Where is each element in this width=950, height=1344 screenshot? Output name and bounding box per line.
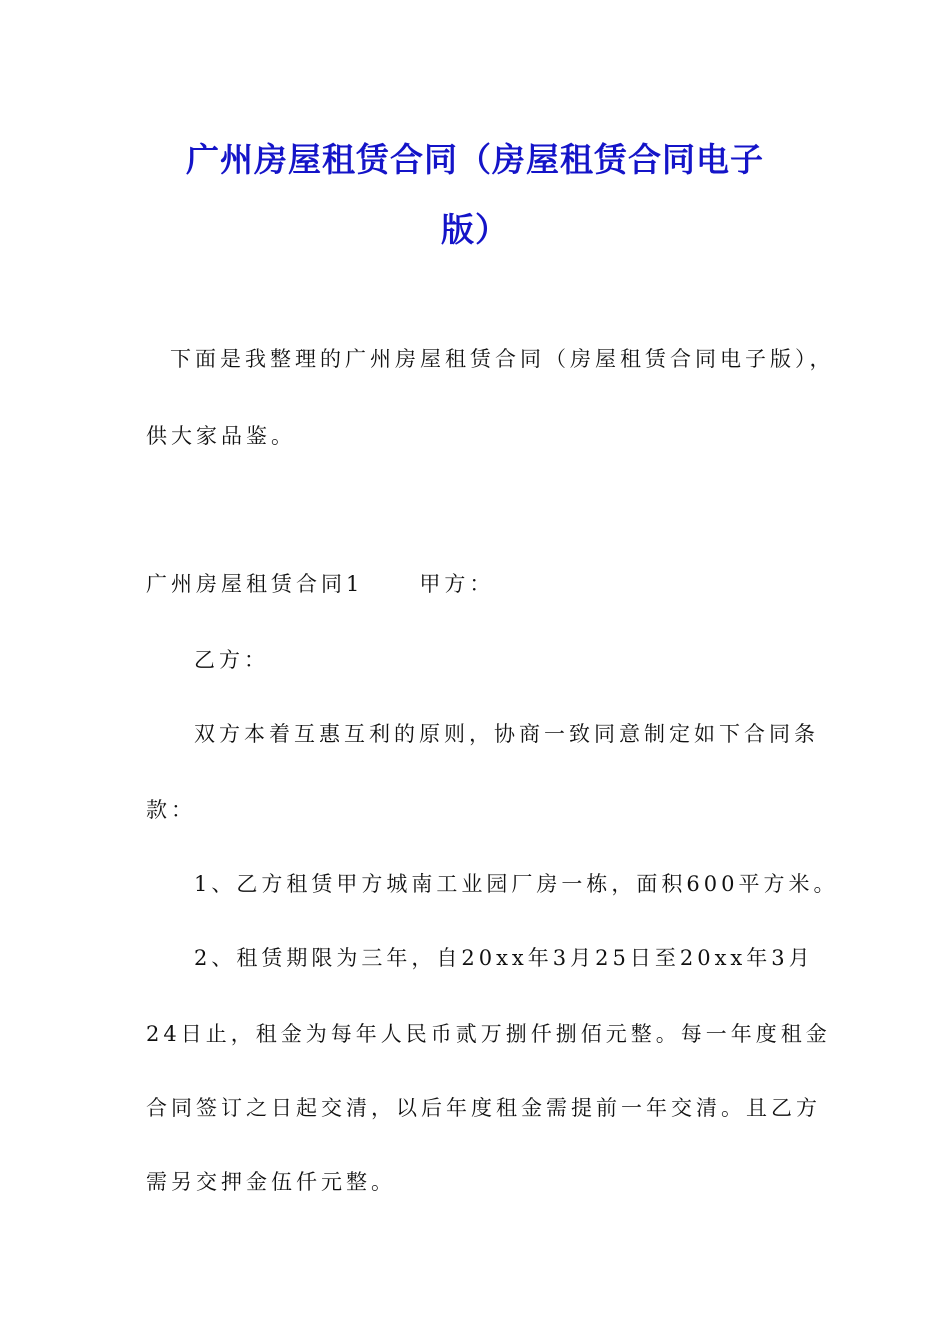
clause-2-line-3: 合同签订之日起交清，以后年度租金需提前一年交清。且乙方 bbox=[146, 1096, 821, 1120]
clause-2-line-2: 24日止，租金为每年人民币贰万捌仟捌佰元整。每一年度租金 bbox=[146, 1022, 831, 1046]
intro-line-1: 下面是我整理的广州房屋租赁合同（房屋租赁合同电子版）， bbox=[170, 347, 835, 371]
paragraph-1-line-2: 款： bbox=[146, 798, 196, 822]
document-title-line-2: 版） bbox=[441, 210, 509, 249]
intro-line-2: 供大家品鉴。 bbox=[146, 424, 296, 448]
clause-2-line-1: 2、租赁期限为三年，自20xx年3月25日至20xx年3月 bbox=[194, 946, 814, 970]
section-heading-row bbox=[146, 570, 494, 598]
clause-2-line-4: 需另交押金伍仟元整。 bbox=[146, 1170, 396, 1194]
section-heading: 广州房屋租赁合同1 bbox=[146, 572, 364, 596]
paragraph-1-line-1: 双方本着互惠互利的原则，协商一致同意制定如下合同条 bbox=[194, 722, 819, 746]
clause-1: 1、乙方租赁甲方城南工业园厂房一栋，面积600平方米。 bbox=[194, 872, 839, 896]
document-title-line-1: 广州房屋租赁合同（房屋租赁合同电子 bbox=[186, 140, 764, 179]
party-b-label: 乙方： bbox=[194, 648, 269, 672]
party-a-label: 甲方： bbox=[419, 572, 495, 596]
